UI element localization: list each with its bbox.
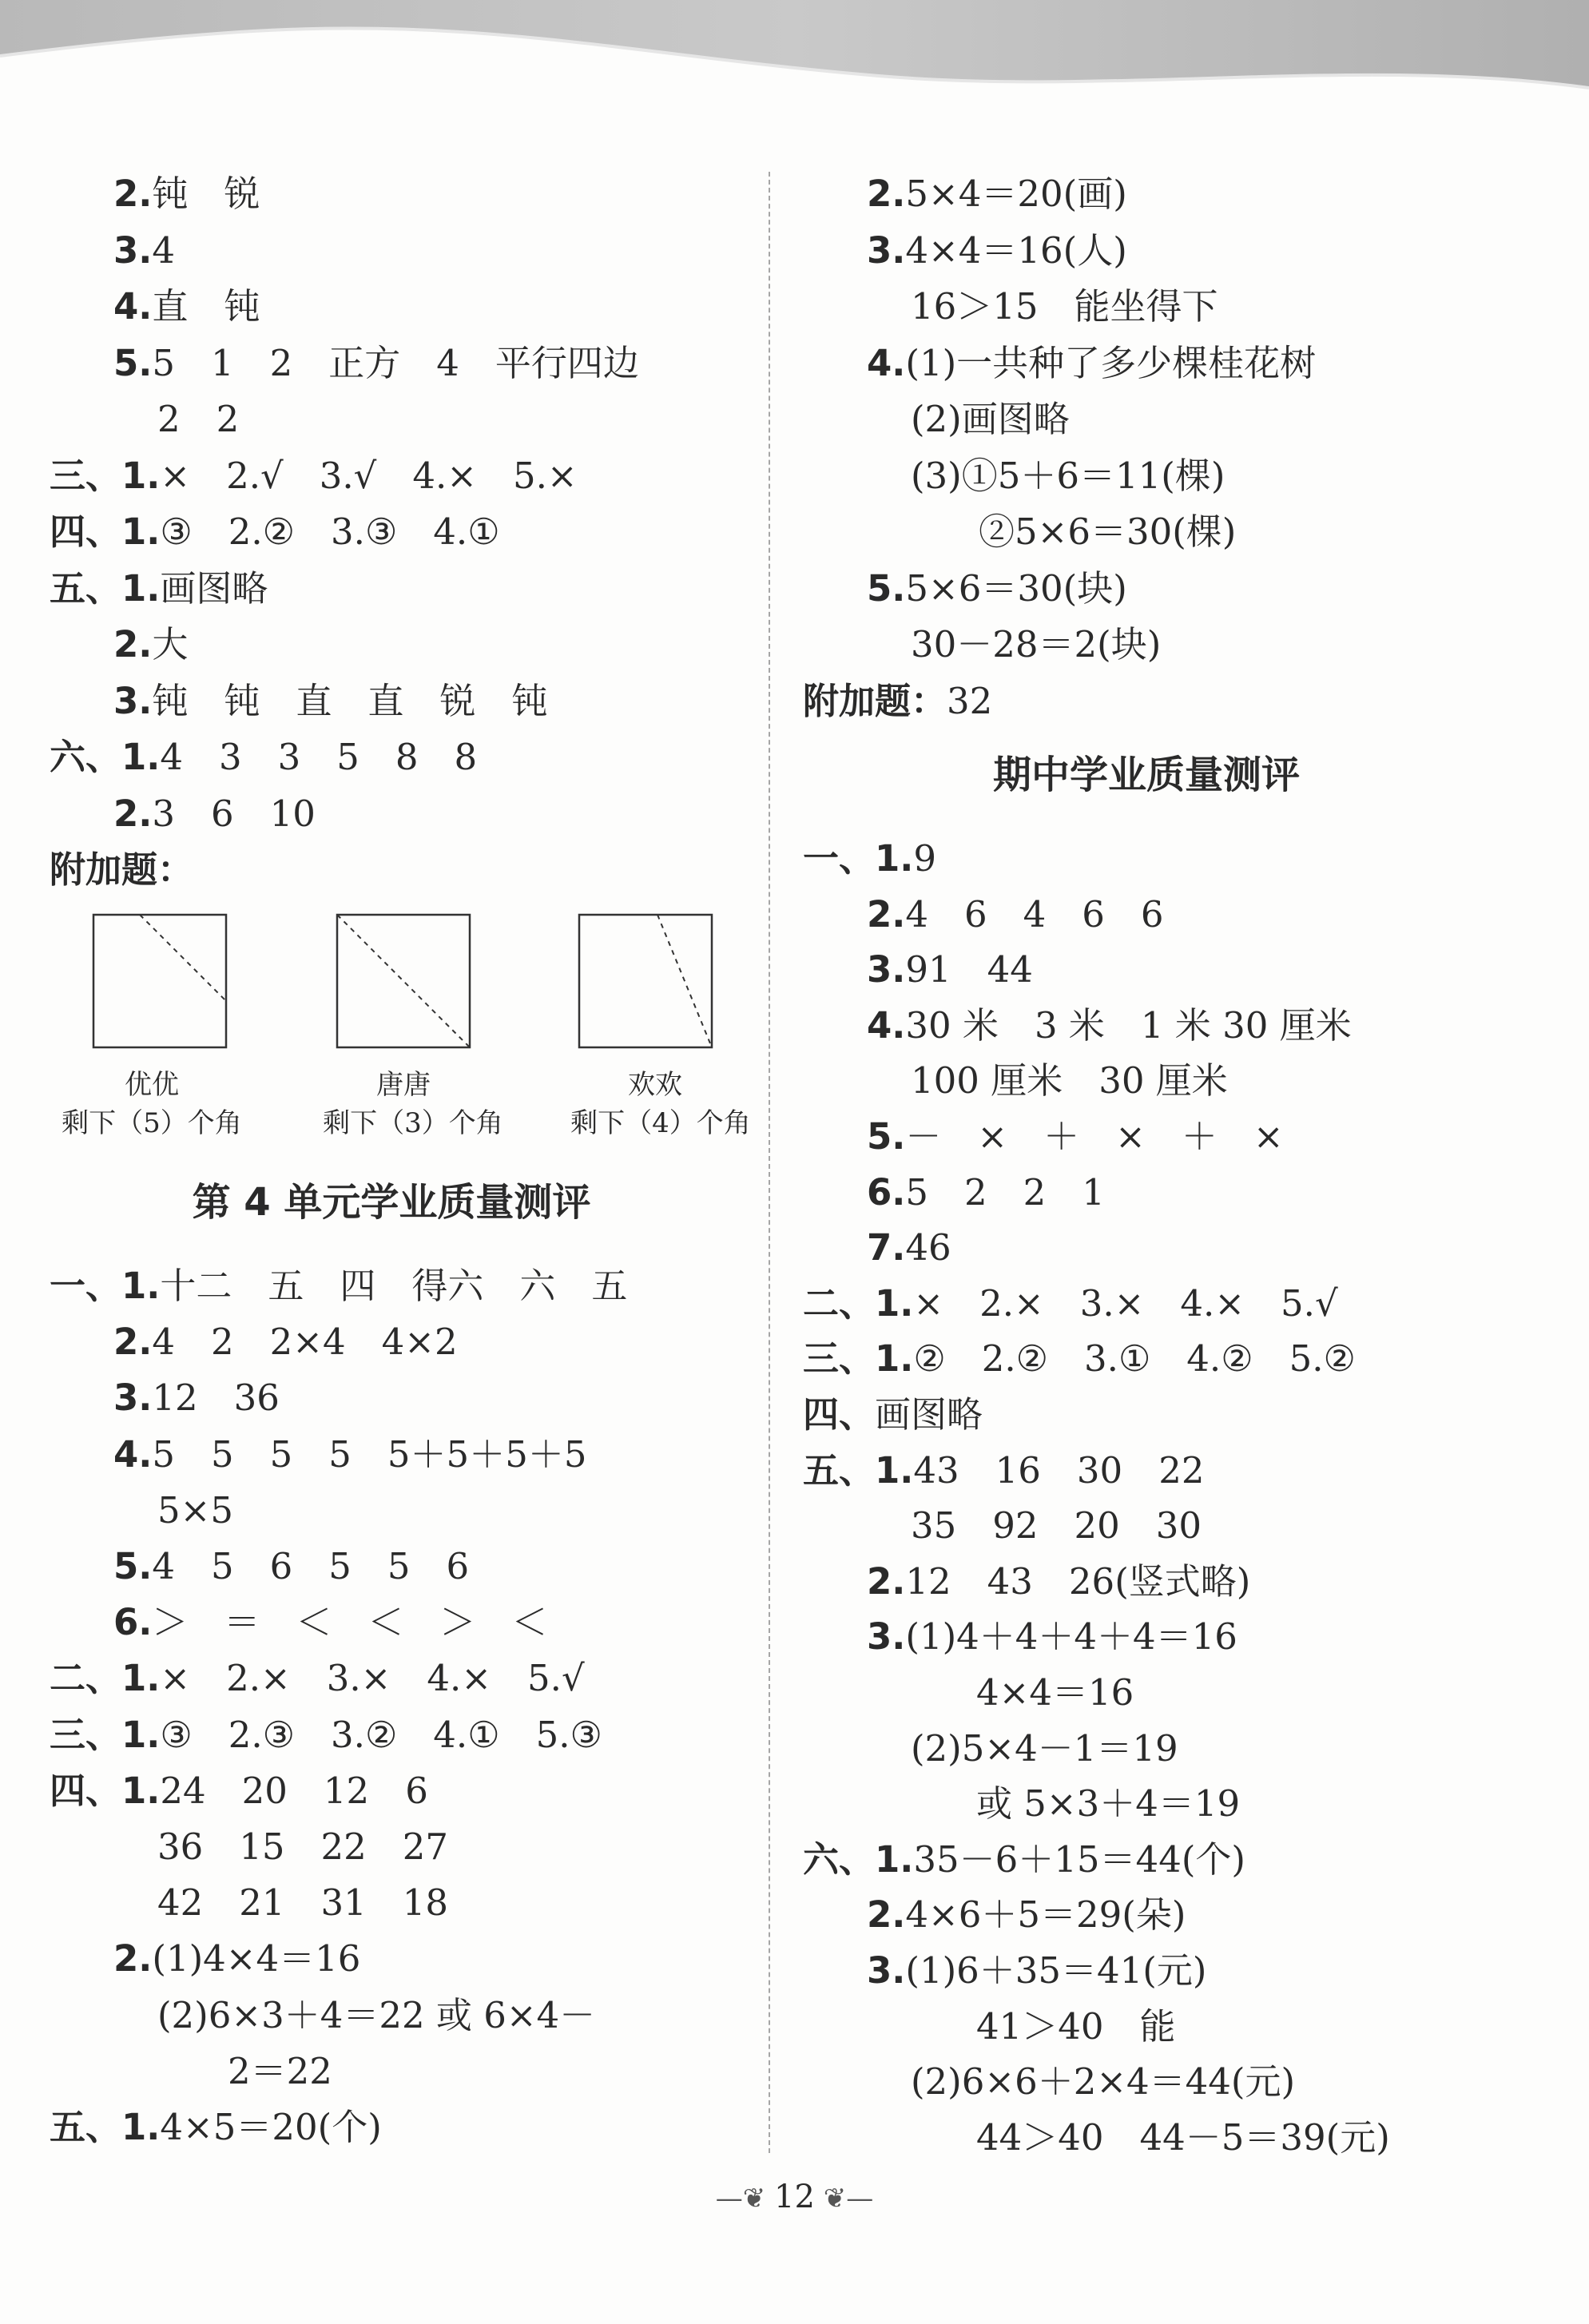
answer-text: 4 3 3 5 8 8	[160, 736, 478, 778]
answer-text: 5×4＝20(画)	[905, 173, 1127, 215]
answer-line	[976, 1776, 1240, 1832]
answer-text: (1)6＋35＝41(元)	[905, 1949, 1207, 1992]
answer-text: (2)6×3＋4＝22 或 6×4－	[157, 1993, 596, 2036]
answer-text: 2＝22	[228, 2049, 332, 2092]
question-number: 2.	[113, 173, 153, 215]
question-number: 2.	[867, 1893, 906, 1937]
answer-line	[50, 561, 268, 617]
answer-line	[113, 1539, 469, 1595]
question-number: 二、1.	[803, 1281, 914, 1325]
header-wave-banner	[0, 0, 1589, 104]
answer-text: 4×5＝20(个)	[160, 2106, 382, 2148]
answer-line	[911, 1053, 1228, 1109]
question-number: 2.	[113, 1937, 153, 1980]
page-number: 12	[774, 2179, 815, 2215]
question-number: 2.	[113, 623, 153, 665]
answer-text: 12 43 26(竖式略)	[905, 1559, 1251, 1603]
answer-line	[50, 1707, 602, 1763]
figure-tangtang	[336, 913, 471, 1052]
answer-text: 十二 五 四 得六 六 五	[160, 1265, 628, 1307]
answer-line	[113, 1314, 458, 1370]
answer-line	[803, 1443, 1204, 1499]
question-number: 6.	[867, 1170, 906, 1214]
answer-text: 5 2 2 1	[905, 1170, 1105, 1214]
answer-line	[50, 1651, 585, 1706]
question-number: 六、1.	[50, 736, 161, 778]
question-number: 3.	[867, 1949, 906, 1992]
question-number: 2.	[867, 173, 906, 215]
answer-text: － × ＋ × ＋ ×	[905, 1115, 1284, 1158]
question-number: 3.	[113, 1377, 153, 1420]
answer-text: 16＞15 能坐得下	[911, 285, 1218, 328]
answer-text: 直 钝	[152, 285, 260, 328]
question-number: 3.	[113, 679, 153, 722]
question-number: 二、1.	[50, 1657, 161, 1700]
question-number: 五、1.	[803, 1448, 914, 1492]
question-number: 三、1.	[803, 1337, 914, 1380]
answer-text: 4	[152, 228, 176, 272]
answer-text: 钝 钝 直 直 锐 钝	[152, 679, 548, 722]
answer-text: 30－28＝2(块)	[911, 623, 1162, 665]
answer-line	[867, 887, 1164, 943]
answer-text: 24 20 12 6	[160, 1769, 428, 1812]
figure-caption: 剩下（3）个角	[323, 1107, 503, 1139]
answer-line	[157, 1819, 448, 1875]
answer-text: 12 36	[152, 1377, 280, 1420]
answer-line	[867, 1887, 1186, 1943]
answer-line	[113, 1370, 280, 1426]
answer-text: 100 厘米 30 厘米	[911, 1059, 1228, 1102]
question-number: 四、1.	[50, 510, 161, 553]
answer-line	[50, 842, 193, 898]
figure-caption: 剩下（4）个角	[570, 1107, 751, 1139]
answer-line	[867, 1109, 1284, 1165]
answer-line	[50, 1763, 428, 1819]
answer-line	[228, 2044, 332, 2100]
answer-line	[867, 1165, 1105, 1221]
answer-line	[911, 391, 1070, 447]
question-number: 3.	[113, 228, 153, 272]
answer-text: ② 2.② 3.① 4.② 5.②	[913, 1337, 1356, 1380]
leaf-ornament-icon: —❦	[715, 2183, 775, 2215]
answer-line	[911, 279, 1218, 335]
answer-text: 5 1 2 正方 4 平行四边	[152, 341, 639, 384]
question-number: 一、1.	[803, 837, 914, 880]
answer-line	[867, 998, 1352, 1054]
answer-text: ③ 2.③ 3.② 4.① 5.③	[160, 1713, 602, 1756]
answer-line	[803, 1832, 1245, 1888]
answer-text: (2)5×4－1＝19	[911, 1726, 1178, 1770]
answer-text: (2)画图略	[911, 398, 1070, 440]
section-title: 第 4 单元学业质量测评	[192, 1180, 591, 1225]
answer-line	[157, 1988, 595, 2044]
answer-text: 4×4＝16(人)	[905, 228, 1127, 272]
answer-text: × 2.√ 3.√ 4.× 5.×	[160, 454, 578, 497]
answer-text: 46	[905, 1226, 951, 1269]
answer-text: 4×4＝16	[976, 1671, 1134, 1714]
answer-text: 43 16 30 22	[913, 1448, 1205, 1492]
answer-text: 30 米 3 米 1 米 30 厘米	[905, 1003, 1352, 1047]
answer-text: (1)4×4＝16	[152, 1937, 361, 1980]
square-diagram-icon	[92, 913, 228, 1049]
answer-line	[803, 1387, 983, 1443]
answer-text: × 2.× 3.× 4.× 5.√	[913, 1281, 1338, 1325]
answer-line	[867, 942, 1033, 998]
answer-line	[803, 1331, 1356, 1387]
answer-line	[867, 166, 1127, 222]
answer-text: 2 2	[157, 398, 240, 440]
answer-text: 4×6＋5＝29(朵)	[905, 1893, 1186, 1937]
answer-line	[803, 1276, 1338, 1332]
answer-line	[113, 1595, 547, 1651]
answer-line	[113, 1427, 586, 1483]
answer-line	[803, 831, 936, 887]
answer-text: 5×6＝30(块)	[905, 566, 1127, 610]
answer-line	[50, 1258, 627, 1314]
answer-text: (1)4＋4＋4＋4＝16	[905, 1615, 1237, 1659]
question-number: 5.	[113, 341, 153, 384]
answer-text: (1)一共种了多少棵桂花树	[905, 341, 1317, 384]
question-number: 4.	[113, 285, 153, 328]
answer-text: 35 92 20 30	[911, 1504, 1202, 1547]
answer-line	[976, 1665, 1134, 1721]
answer-text: 42 21 31 18	[157, 1881, 449, 1925]
question-number: 2.	[113, 1321, 153, 1364]
question-number: 6.	[113, 1601, 153, 1644]
answer-text: (3)①5＋6＝11(棵)	[911, 454, 1226, 497]
question-number: 4.	[867, 341, 906, 384]
question-number: 4.	[867, 1003, 906, 1047]
question-number: 3.	[867, 1615, 906, 1659]
figure-name: 唐唐	[376, 1069, 431, 1101]
question-number: 4.	[113, 1432, 153, 1476]
figure-youyou	[92, 913, 228, 1052]
figure-name: 优优	[125, 1069, 179, 1101]
answer-text: (2)6×6＋2×4＝44(元)	[911, 2060, 1296, 2104]
answer-text: 91 44	[905, 948, 1033, 991]
answer-text: 3 6 10	[152, 792, 316, 835]
answer-line	[50, 729, 477, 785]
question-number: 五、1.	[50, 566, 161, 610]
section-title: 期中学业质量测评	[992, 753, 1300, 797]
answer-line	[113, 166, 260, 222]
answer-text: 41＞40 能	[976, 2004, 1176, 2048]
question-number: 7.	[867, 1226, 906, 1269]
question-number: 5.	[867, 566, 906, 610]
question-number: 附加题：	[50, 848, 194, 891]
answer-text: 画图略	[875, 1393, 983, 1436]
figure-caption: 剩下（5）个角	[62, 1107, 242, 1139]
answer-line	[979, 504, 1236, 560]
answer-text: 44＞40 44－5＝39(元)	[976, 2115, 1390, 2159]
square-diagram-icon	[336, 913, 471, 1049]
answer-line	[911, 1498, 1202, 1554]
answer-line	[911, 2054, 1295, 2110]
answer-line	[113, 336, 639, 391]
question-number: 四、	[803, 1393, 876, 1436]
answer-line	[867, 1554, 1250, 1610]
answer-line	[803, 673, 992, 729]
answer-text: 5×5	[157, 1488, 233, 1531]
answer-text: 钝 锐	[152, 173, 260, 215]
question-number: 2.	[867, 892, 906, 936]
question-number: 5.	[867, 1115, 906, 1158]
answer-text: 9	[913, 837, 937, 880]
answer-line	[867, 336, 1316, 391]
column-divider	[769, 172, 770, 2153]
question-number: 附加题：	[803, 679, 947, 722]
question-number: 四、1.	[50, 1769, 161, 1812]
answer-line	[867, 1609, 1237, 1665]
answer-text: 4 6 4 6 6	[905, 892, 1164, 936]
answer-line	[113, 786, 316, 842]
answer-line	[157, 391, 239, 447]
answer-text: × 2.× 3.× 4.× 5.√	[160, 1657, 585, 1700]
answer-text: 32	[947, 679, 993, 722]
answer-line	[867, 223, 1127, 279]
answer-text: 5 5 5 5 5＋5＋5＋5	[152, 1432, 587, 1476]
answer-line	[113, 279, 260, 335]
page-footer	[0, 2173, 1589, 2221]
question-number: 5.	[113, 1545, 153, 1587]
question-number: 五、1.	[50, 2106, 161, 2148]
question-number: 三、1.	[50, 454, 161, 497]
answer-line	[50, 448, 578, 504]
answer-line	[976, 2110, 1390, 2166]
answer-line	[113, 223, 175, 279]
answer-line	[50, 504, 500, 560]
answer-text: 35－6＋15＝44(个)	[913, 1837, 1245, 1881]
question-number: 三、1.	[50, 1713, 161, 1756]
answer-text: 画图略	[160, 566, 268, 610]
answer-line	[867, 561, 1127, 617]
answer-line	[113, 1931, 360, 1987]
question-number: 2.	[867, 1559, 906, 1603]
answer-text: 36 15 22 27	[157, 1825, 449, 1868]
square-diagram-icon	[578, 913, 713, 1049]
leaf-ornament-icon: ❦—	[814, 2183, 874, 2215]
answer-text: 或 5×3＋4＝19	[976, 1782, 1241, 1825]
answer-text: ③ 2.② 3.③ 4.①	[160, 510, 500, 553]
answer-text: 大	[152, 623, 189, 665]
answer-text: ＞ ＝ ＜ ＜ ＞ ＜	[152, 1601, 548, 1644]
answer-text: ②5×6＝30(棵)	[979, 510, 1237, 553]
answer-line	[911, 448, 1225, 504]
answer-line	[867, 1220, 951, 1276]
answer-line	[157, 1483, 233, 1539]
answer-text: 4 2 2×4 4×2	[152, 1321, 458, 1364]
question-number: 2.	[113, 792, 153, 835]
answer-line	[157, 1875, 448, 1931]
question-number: 3.	[867, 948, 906, 991]
answer-line	[113, 617, 188, 673]
answer-line	[113, 673, 547, 729]
figure-huanhuan	[578, 913, 713, 1052]
question-number: 一、1.	[50, 1265, 161, 1307]
answer-text: 4 5 6 5 5 6	[152, 1545, 470, 1587]
question-number: 六、1.	[803, 1837, 914, 1881]
figure-name: 欢欢	[628, 1069, 682, 1101]
answer-line	[867, 1943, 1206, 1999]
answer-line	[911, 617, 1161, 673]
answer-line	[50, 2100, 382, 2155]
question-number: 3.	[867, 228, 906, 272]
answer-line	[976, 1999, 1176, 2055]
answer-line	[911, 1721, 1178, 1777]
